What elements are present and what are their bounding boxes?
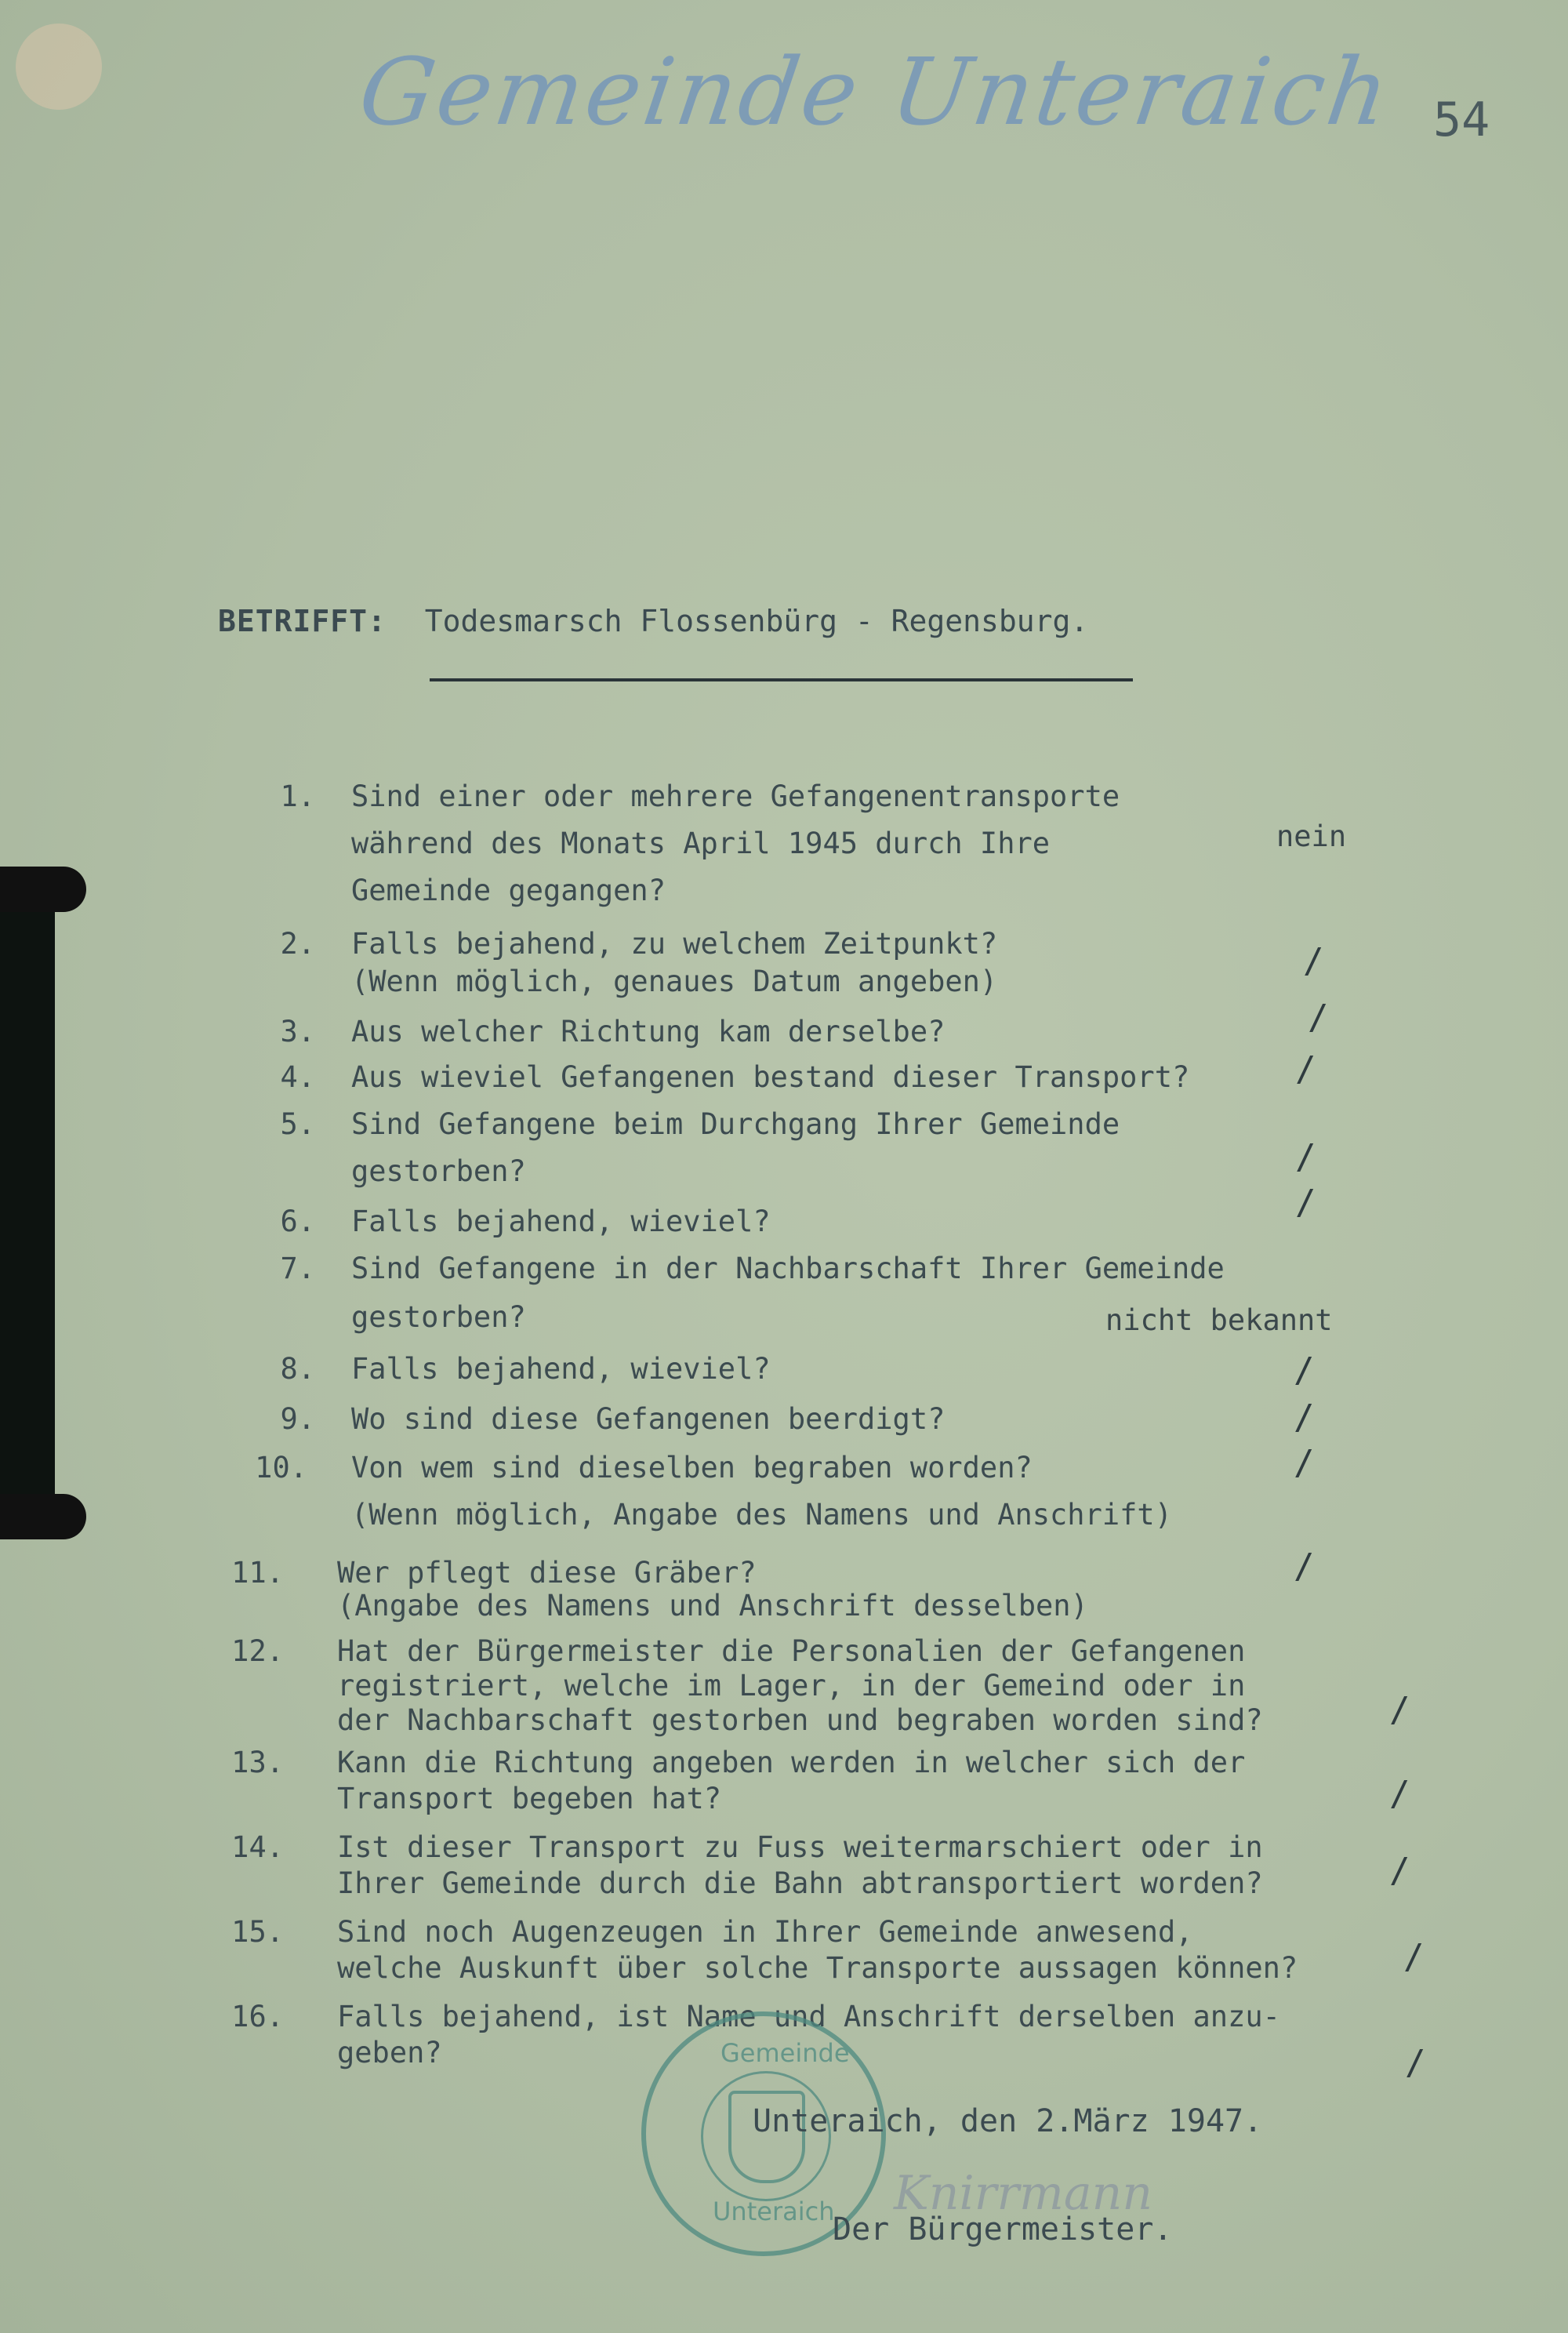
answer-slash: / [1294, 1350, 1315, 1390]
question-text-line: gestorben? [351, 1154, 526, 1188]
page-number: 54 [1433, 93, 1490, 147]
answer-slash: / [1295, 1049, 1316, 1089]
punch-hole-top [0, 867, 86, 912]
answer-slash: / [1389, 1774, 1410, 1814]
question-text-line: gestorben? [351, 1300, 526, 1334]
question-text-line: (Angabe des Namens und Anschrift desselben) [337, 1589, 1088, 1623]
question-text-line: Aus welcher Richtung kam derselbe? [351, 1015, 946, 1048]
answer-slash: / [1294, 1397, 1315, 1437]
question-text-line: Falls bejahend, ist Name und Anschrift derselben anzu- [337, 2000, 1280, 2033]
answer-slash: / [1295, 1183, 1316, 1223]
binding-edge [0, 878, 55, 1529]
question-text-line: Von wem sind dieselben begraben worden? [351, 1451, 1033, 1484]
question-number: 16. [231, 2000, 284, 2033]
question-number: 9. [280, 1402, 315, 1436]
question-number: 8. [280, 1352, 315, 1386]
answer-slash: / [1405, 2043, 1426, 2083]
question-text-line: Sind Gefangene beim Durchgang Ihrer Gemeinde [351, 1107, 1120, 1141]
answer-slash: / [1389, 1690, 1410, 1730]
question-number: 2. [280, 927, 315, 961]
subject-underline [430, 678, 1133, 681]
question-number: 1. [280, 779, 315, 813]
question-number: 5. [280, 1107, 315, 1141]
question-text-line: (Wenn möglich, Angabe des Namens und Anschrift) [351, 1498, 1172, 1532]
question-text-line: Kann die Richtung angeben werden in welcher sich der [337, 1746, 1246, 1779]
answer-slash: / [1308, 998, 1329, 1037]
question-text-line: Hat der Bürgermeister die Personalien der Gefangenen [337, 1634, 1246, 1668]
question-text-line: Sind Gefangene in der Nachbarschaft Ihrer Gemeinde [351, 1252, 1225, 1285]
subject-label: BETRIFFT: [218, 604, 387, 638]
question-text-line: Ist dieser Transport zu Fuss weitermarschiert oder in [337, 1830, 1263, 1864]
question-text-line: während des Monats April 1945 durch Ihre [351, 827, 1051, 860]
question-number: 4. [280, 1060, 315, 1094]
stamp-text-bottom: Unteraich [713, 2197, 835, 2226]
answer-slash: / [1403, 1937, 1425, 1977]
question-text-line: geben? [337, 2036, 442, 2070]
question-text-line: Sind noch Augenzeugen in Ihrer Gemeinde anwesend, [337, 1915, 1193, 1949]
place-and-date: Unteraich, den 2.März 1947. [753, 2103, 1263, 2139]
paper-stain [16, 24, 102, 110]
question-text-line: Gemeinde gegangen? [351, 874, 666, 907]
question-text-line: (Wenn möglich, genaues Datum angeben) [351, 965, 998, 998]
question-text-line: registriert, welche im Lager, in der Gemeind oder in [337, 1669, 1246, 1703]
question-text-line: Falls bejahend, wieviel? [351, 1205, 771, 1238]
question-text-line: Wer pflegt diese Gräber? [337, 1556, 757, 1590]
question-number: 13. [231, 1746, 284, 1779]
question-number: 7. [280, 1252, 315, 1285]
answer-slash: / [1295, 1137, 1316, 1177]
answer-text: nicht bekannt [1105, 1303, 1333, 1337]
answer-slash: / [1303, 941, 1324, 981]
question-number: 11. [231, 1556, 284, 1590]
handwritten-title: Gemeinde Unteraich [353, 38, 1399, 146]
question-number: 6. [280, 1205, 315, 1238]
question-number: 10. [255, 1451, 307, 1484]
question-number: 14. [231, 1830, 284, 1864]
subject-line [218, 604, 1088, 638]
question-text-line: Falls bejahend, wieviel? [351, 1352, 771, 1386]
answer-text: nein [1276, 819, 1347, 853]
question-text-line: Aus wieviel Gefangenen bestand dieser Transport? [351, 1060, 1190, 1094]
question-text-line: Transport begeben hat? [337, 1782, 722, 1815]
signatory-title: Der Bürgermeister. [833, 2211, 1173, 2248]
question-text-line: Wo sind diese Gefangenen beerdigt? [351, 1402, 946, 1436]
signature: Knirrmann [894, 2166, 1152, 2221]
stamp-text-top: Gemeinde [720, 2038, 850, 2068]
answer-slash: / [1294, 1546, 1315, 1586]
answer-slash: / [1294, 1443, 1315, 1483]
punch-hole-bottom [0, 1494, 86, 1539]
question-number: 15. [231, 1915, 284, 1949]
question-text-line: Sind einer oder mehrere Gefangenentransporte [351, 779, 1120, 813]
subject-text: Todesmarsch Flossenbürg - Regensburg. [424, 604, 1089, 638]
question-text-line: der Nachbarschaft gestorben und begraben worden sind? [337, 1703, 1263, 1737]
question-text-line: welche Auskunft über solche Transporte aussagen können? [337, 1951, 1298, 1985]
question-number: 12. [231, 1634, 284, 1668]
question-text-line: Falls bejahend, zu welchem Zeitpunkt? [351, 927, 998, 961]
question-text-line: Ihrer Gemeinde durch die Bahn abtransportiert worden? [337, 1866, 1263, 1900]
question-number: 3. [280, 1015, 315, 1048]
answer-slash: / [1389, 1851, 1410, 1891]
